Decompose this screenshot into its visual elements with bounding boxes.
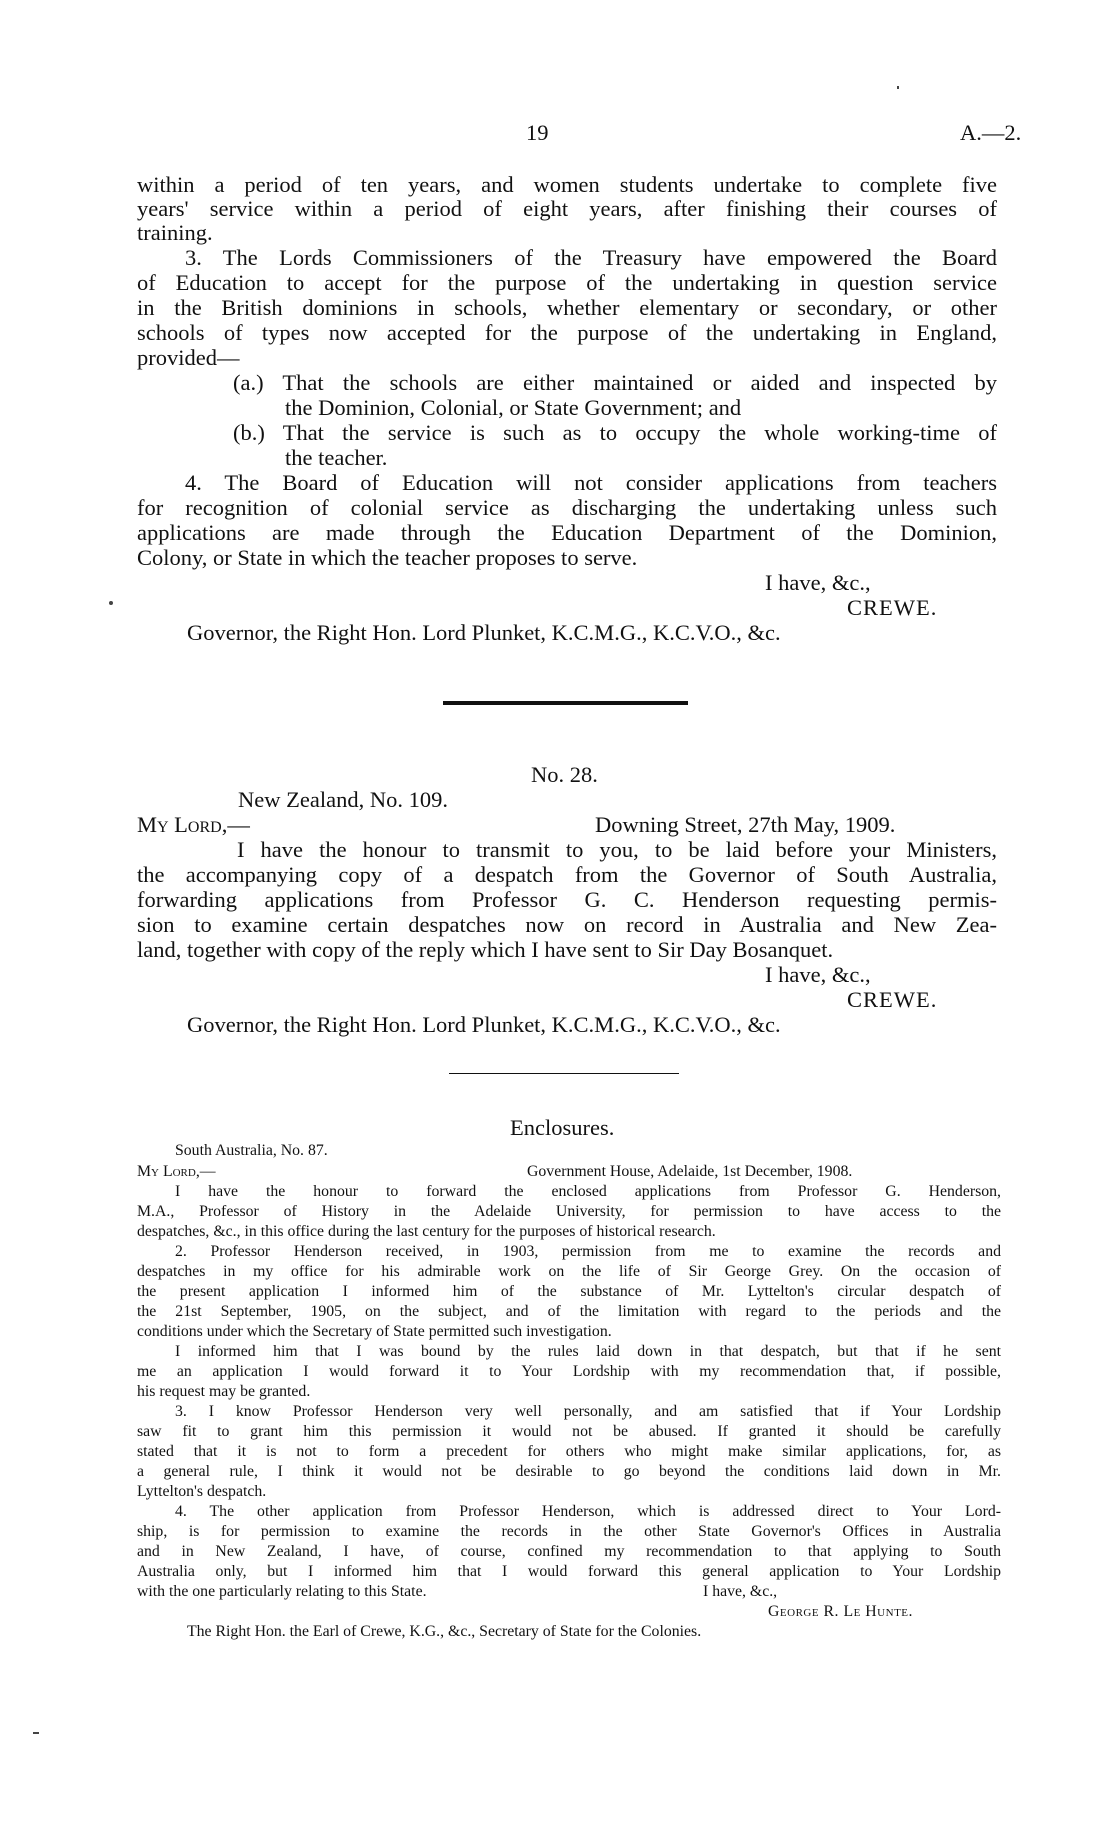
signature: CREWE. bbox=[847, 595, 938, 620]
enclosure-line: stated that it is not to form a precedent for others who might make similar applications, for, as bbox=[137, 1443, 1001, 1460]
salutation: My Lord,— bbox=[137, 812, 250, 837]
body-line: in the British dominions in schools, whether elementary or secondary, or other bbox=[137, 295, 997, 320]
print-mark bbox=[897, 86, 899, 89]
signature: George R. Le Hunte. bbox=[768, 1603, 913, 1620]
addressee: Governor, the Right Hon. Lord Plunket, K.C.M.G., K.C.V.O., &c. bbox=[187, 1012, 781, 1037]
body-line: within a period of ten years, and women students undertake to complete five bbox=[137, 172, 997, 197]
enclosure-line: me an application I would forward it to Your Lordship with my recommendation that, if possible, bbox=[137, 1363, 1001, 1380]
condition-b-continued: the teacher. bbox=[285, 445, 388, 470]
enclosure-line: despatches, &c., in this office during the last century for the purposes of historical research. bbox=[137, 1223, 716, 1240]
body-line: schools of types now accepted for the purpose of the undertaking in England, bbox=[137, 320, 997, 345]
salutation: My Lord,— bbox=[137, 1163, 216, 1180]
enclosure-line: I informed him that I was bound by the rules laid down in that despatch, but that if he sent bbox=[175, 1343, 1001, 1360]
condition-a-continued: the Dominion, Colonial, or State Government; and bbox=[285, 395, 742, 420]
body-line: 3. The Lords Commissioners of the Treasury have empowered the Board bbox=[185, 245, 997, 270]
enclosure-line: ship, is for permission to examine the records in the other State Governor's Offices in Australia bbox=[137, 1523, 1001, 1540]
body-line: applications are made through the Education Department of the Dominion, bbox=[137, 520, 997, 545]
body-line: sion to examine certain despatches now on record in Australia and New Zea- bbox=[137, 912, 997, 937]
enclosure-line: and in New Zealand, I have, of course, confined my recommendation to that applying to South bbox=[137, 1543, 1001, 1560]
enclosure-line: saw fit to grant him this permission it would not be abused. If granted it should be carefully bbox=[137, 1423, 1001, 1440]
body-line: 4. The Board of Education will not consider applications from teachers bbox=[185, 470, 997, 495]
place-date: Downing Street, 27th May, 1909. bbox=[595, 812, 896, 837]
enclosure-line: 3. I know Professor Henderson very well personally, and am satisfied that if Your Lordship bbox=[175, 1403, 1001, 1420]
despatch-reference: South Australia, No. 87. bbox=[175, 1142, 328, 1159]
enclosure-line: I have the honour to forward the enclosed applications from Professor G. Henderson, bbox=[175, 1183, 1001, 1200]
place-date: Government House, Adelaide, 1st December, 1908. bbox=[527, 1163, 853, 1180]
addressee: Governor, the Right Hon. Lord Plunket, K.C.M.G., K.C.V.O., &c. bbox=[187, 620, 781, 645]
body-line: forwarding applications from Professor G. C. Henderson requesting permis- bbox=[137, 887, 997, 912]
enclosure-line: the 21st September, 1905, on the subject, and of the limitation with regard to the periods and the bbox=[137, 1303, 1001, 1320]
signature: CREWE. bbox=[847, 987, 938, 1012]
enclosure-line: Lyttelton's despatch. bbox=[137, 1483, 267, 1500]
enclosure-line: his request may be granted. bbox=[137, 1383, 311, 1400]
section-divider bbox=[443, 701, 688, 705]
condition-b: (b.) That the service is such as to occupy the whole working-time of bbox=[233, 420, 997, 445]
condition-a: (a.) That the schools are either maintained or aided and inspected by bbox=[233, 370, 997, 395]
body-line: land, together with copy of the reply which I have sent to Sir Day Bosanquet. bbox=[137, 937, 834, 962]
body-line: for recognition of colonial service as discharging the undertaking unless such bbox=[137, 495, 997, 520]
addressee: The Right Hon. the Earl of Crewe, K.G., &c., Secretary of State for the Colonies. bbox=[187, 1623, 702, 1640]
page-number: 19 bbox=[526, 120, 549, 145]
despatch-reference: New Zealand, No. 109. bbox=[238, 787, 448, 812]
enclosure-line: M.A., Professor of History in the Adelaide University, for permission to have access to the bbox=[137, 1203, 1001, 1220]
enclosure-line: 4. The other application from Professor Henderson, which is addressed direct to Your Lord- bbox=[175, 1503, 1001, 1520]
despatch-number: No. 28. bbox=[531, 762, 598, 787]
closing: I have, &c., bbox=[703, 1583, 778, 1600]
body-line: of Education to accept for the purpose of the undertaking in question service bbox=[137, 270, 997, 295]
body-line: I have the honour to transmit to you, to be laid before your Ministers, bbox=[237, 837, 997, 862]
body-line: years' service within a period of eight years, after finishing their courses of bbox=[137, 196, 997, 221]
section-divider bbox=[449, 1073, 679, 1074]
body-line: the accompanying copy of a despatch from the Governor of South Australia, bbox=[137, 862, 997, 887]
enclosure-line: a general rule, I think it would not be desirable to go beyond the conditions laid down in Mr. bbox=[137, 1463, 1001, 1480]
enclosure-line: Australia only, but I informed him that I would forward this general application to Your Lordship bbox=[137, 1563, 1001, 1580]
enclosure-line: conditions under which the Secretary of State permitted such investigation. bbox=[137, 1323, 612, 1340]
body-line: Colony, or State in which the teacher proposes to serve. bbox=[137, 545, 638, 570]
enclosure-line: despatches in my office for his admirable work on the life of Sir George Grey. On the occasion of bbox=[137, 1263, 1001, 1280]
print-mark bbox=[109, 601, 113, 605]
document-reference: A.—2. bbox=[960, 120, 1022, 145]
enclosure-line: 2. Professor Henderson received, in 1903, permission from me to examine the records and bbox=[175, 1243, 1001, 1260]
enclosures-heading: Enclosures. bbox=[510, 1115, 615, 1140]
enclosure-line: with the one particularly relating to this State. bbox=[137, 1583, 427, 1600]
enclosure-line: the present application I informed him of the substance of Mr. Lyttelton's circular despatch of bbox=[137, 1283, 1001, 1300]
body-line: training. bbox=[137, 220, 213, 245]
body-line: provided— bbox=[137, 345, 240, 370]
print-mark bbox=[33, 1732, 39, 1734]
closing: I have, &c., bbox=[765, 962, 871, 987]
closing: I have, &c., bbox=[765, 570, 871, 595]
